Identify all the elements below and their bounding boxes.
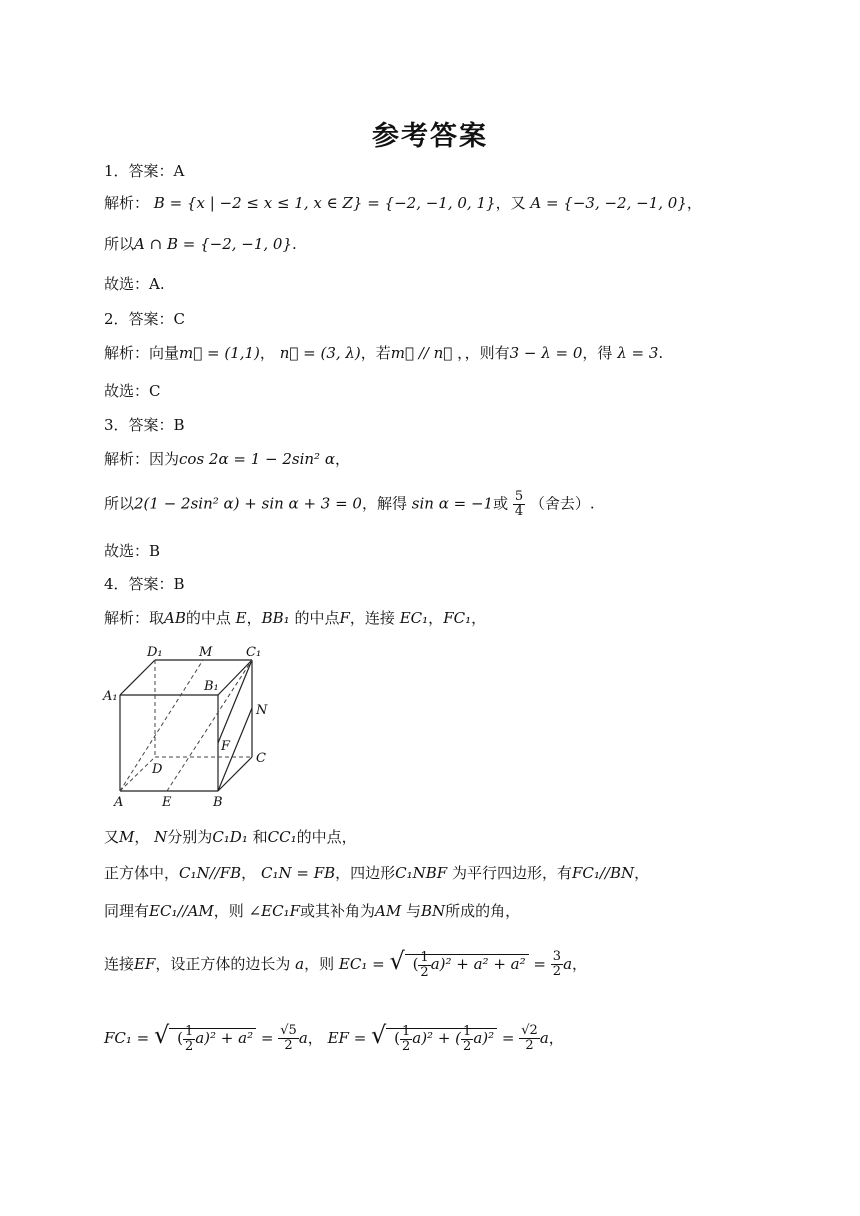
label-N: N [256, 703, 268, 718]
label-D1: D₁ [147, 645, 163, 660]
q2-choice: 故选：C [104, 382, 161, 400]
q3-choice: 故选：B [104, 542, 161, 560]
label-A: A [114, 795, 124, 810]
q4-fc1-ef-formula: FC₁ = √ ( $\frac{1}{2}$ a)² + a² = $\frac{√5}{2}$ a， EF = √ ( $\frac{1}{2}$ a)² + ( $\frac{1}{2}$ a)² = $\frac{√2}{2}$ a， [104, 1021, 564, 1054]
label-B: B [213, 795, 223, 810]
edge-BC [218, 757, 252, 791]
q4-parallelogram: 正方体中，C₁N//FB， C₁N = FB，四边形C₁NBF 为平行四边形，有FC₁//BN， [104, 864, 650, 882]
label-M: M [199, 645, 213, 660]
q1-analysis: 解析： B = {x | −2 ≤ x ≤ 1, x ∈ Z} = {−2, −1, 0, 1}，又 A = {−3, −2, −1, 0}， [104, 194, 702, 212]
cube-figure [100, 640, 290, 815]
sqrt-ec1: √ ( $\frac{1}{2}$ a)² + a² + a² [389, 950, 528, 980]
q2-analysis: 解析：向量m⃗ = (1,1)， n⃗ = (3, λ)，若m⃗ // n⃗ ，，则有3 − λ = 0，得 λ = 3. [104, 344, 664, 362]
sqrt-fc1: √ ( $\frac{1}{2}$ a)² + a² [154, 1024, 256, 1054]
label-A1: A₁ [103, 689, 118, 704]
edge-B1C1 [218, 660, 252, 695]
label-B1: B₁ [204, 679, 219, 694]
edge-A1D1 [120, 660, 155, 695]
q3-solve: 所以2(1 − 2sin² α) + sin α + 3 = 0，解得 sin α = −1或 $\frac{5}{4}$ （舍去）. [104, 489, 595, 519]
hidden-edge-AD [120, 757, 155, 791]
page-title: 参考答案 [372, 121, 488, 152]
label-E: E [162, 795, 172, 810]
label-F: F [221, 739, 231, 754]
q4-ec1-formula: 连接EF，设正方体的边长为 a，则 EC₁ = √ ( $\frac{1}{2}$ a)² + a² + a² = $\frac{3}{2}$ a， [104, 947, 588, 980]
q1-intersection: 所以A ∩ B = {−2, −1, 0}. [104, 235, 297, 253]
q3-answer: 3．答案：B [104, 416, 185, 434]
label-D: D [152, 762, 163, 777]
q3-analysis: 解析：因为cos 2α = 1 − 2sin² α， [104, 450, 350, 468]
q4-midpoints: 又M， N分别为C₁D₁ 和CC₁的中点， [104, 828, 357, 846]
segment-C1F [218, 660, 252, 743]
q4-answer: 4．答案：B [104, 575, 185, 593]
fraction-5-4: $\frac{5}{4}$ [514, 489, 524, 519]
label-C1: C₁ [246, 645, 262, 660]
sqrt-ef: √ ( $\frac{1}{2}$ a)² + ( $\frac{1}{2}$ a)² [371, 1024, 497, 1054]
q1-choice: 故选：A. [104, 275, 165, 293]
q4-angle: 同理有EC₁//AM，则 ∠EC₁F或其补角为AM 与BN所成的角， [104, 902, 521, 920]
q1-answer: 1．答案：A [104, 162, 185, 180]
label-C: C [256, 751, 266, 766]
q2-answer: 2．答案：C [104, 310, 186, 328]
q4-analysis: 解析：取AB的中点 E，BB₁ 的中点F，连接 EC₁，FC₁， [104, 609, 487, 627]
